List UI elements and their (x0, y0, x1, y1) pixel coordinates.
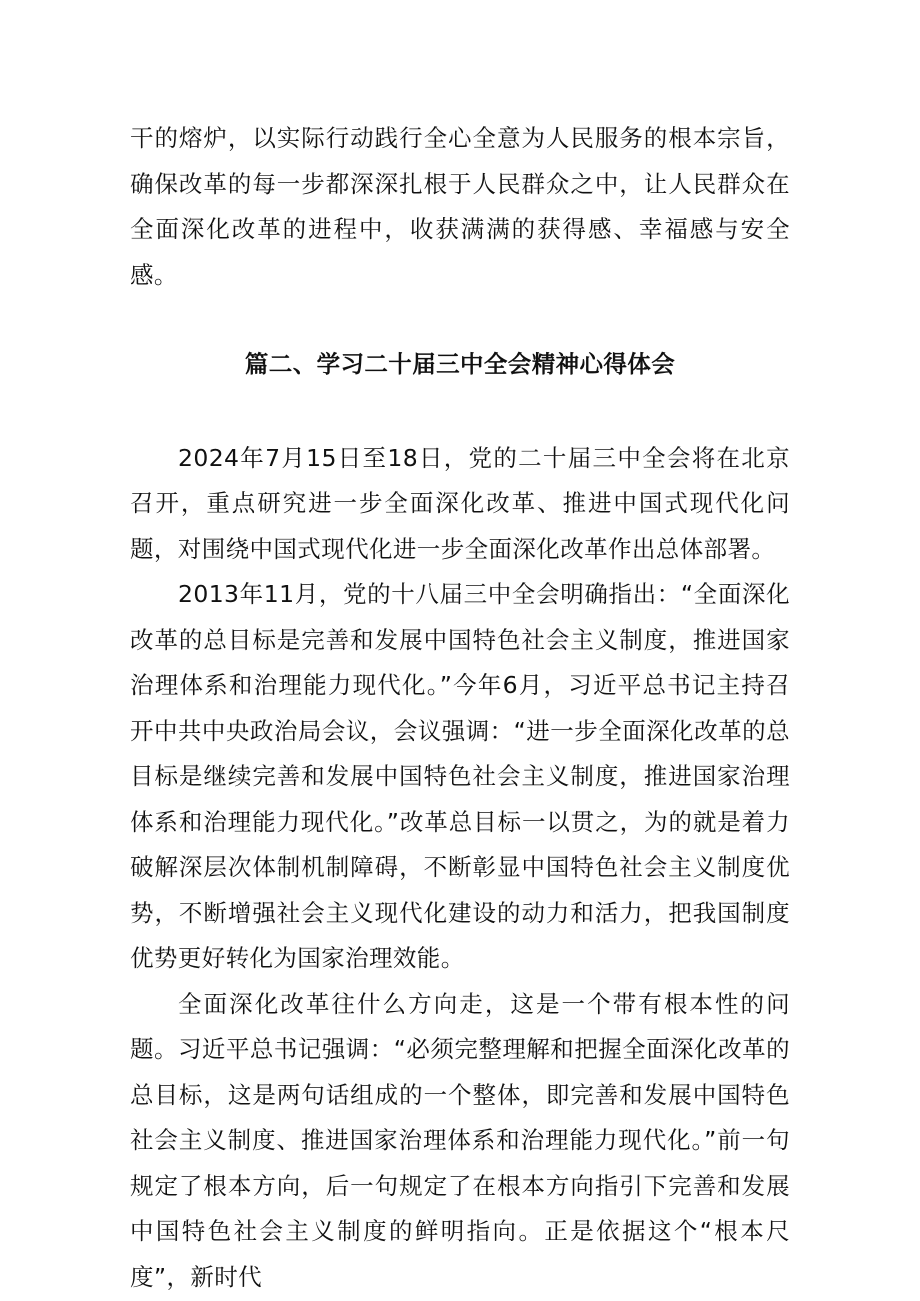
paragraph-1: 2024年7月15日至18日，党的二十届三中全会将在北京召开，重点研究进一步全面深化改革、推进中国式现代化问题，对围绕中国式现代化进一步全面深化改革作出总体部署。 (130, 443, 790, 563)
section-heading: 篇二、学习二十届三中全会精神心得体会 (244, 350, 676, 378)
continuation-paragraph: 干的熔炉，以实际行动践行全心全意为人民服务的根本宗旨，确保改革的每一步都深深扎根于人民群众之中，让人民群众在全面深化改革的进程中，收获满满的获得感、幸福感与安全感。 (130, 124, 790, 289)
document-body (130, 116, 790, 1300)
paragraph-3: 全面深化改革往什么方向走，这是一个带有根本性的问题。习近平总书记强调：“必须完整理解和把握全面深化改革的总目标，这是两句话组成的一个整体，即完善和发展中国特色社会主义制度、推进国家治理体系和治理能力现代化。”前一句规定了根本方向，后一句规定了在根本方向指引下完善和发展中国特色社会主义制度的鲜明指向。正是依据这个“根本尺度”，新时代 (130, 989, 790, 1291)
spacer (130, 298, 790, 342)
paragraph-2: 2013年11月，党的十八届三中全会明确指出：“全面深化改革的总目标是完善和发展中国特色社会主义制度，推进国家治理体系和治理能力现代化。”今年6月，习近平总书记主持召开中共中央政治局会议，会议强调：“进一步全面深化改革的总目标是继续完善和发展中国特色社会主义制度，推进国家治理体系和治理能力现代化。”改革总目标一以贯之，为的就是着力破解深层次体制机制障碍，不断彰显中国特色社会主义制度优势，不断增强社会主义现代化建设的动力和活力，把我国制度优势更好转化为国家治理效能。 (130, 580, 790, 972)
spacer (130, 388, 790, 436)
